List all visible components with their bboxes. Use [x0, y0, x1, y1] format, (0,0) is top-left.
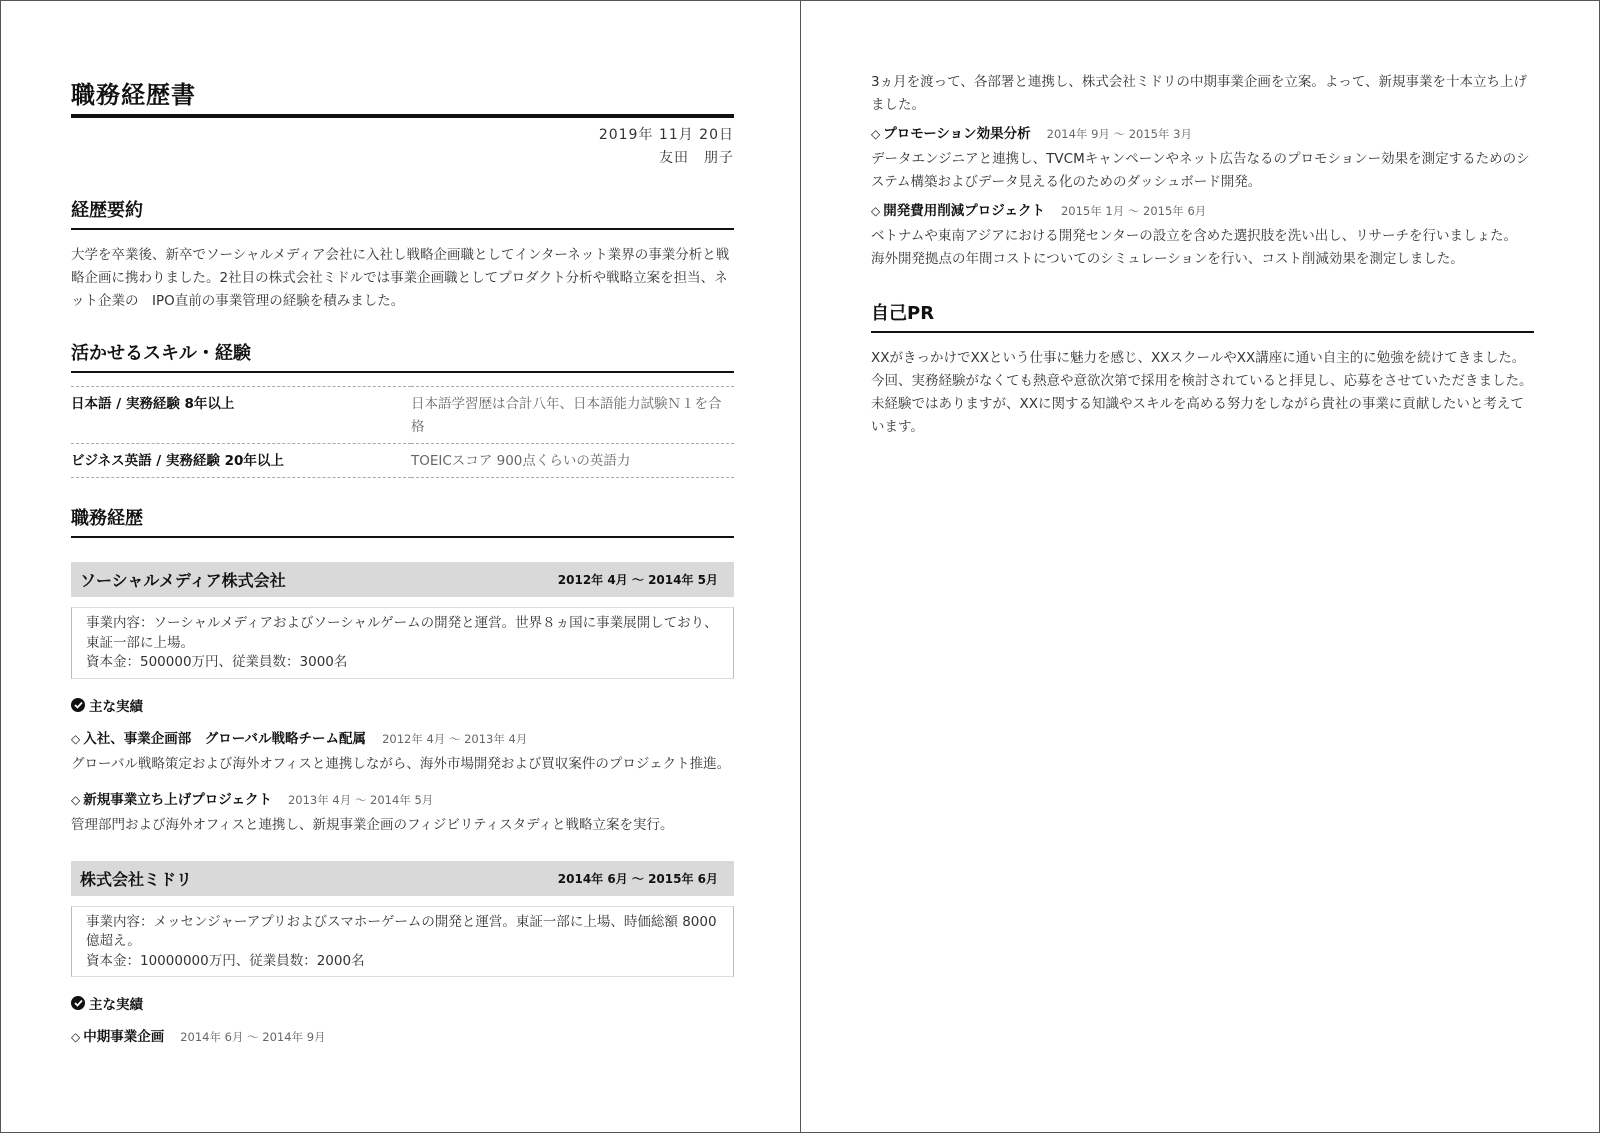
company-business: 事業内容：メッセンジャーアプリおよびスマホーゲームの開発と運営。東証一部に上場、時価総額 8000 億超え。 [86, 913, 717, 949]
document-meta [71, 124, 734, 170]
company-name: 株式会社ミドリ [80, 869, 193, 889]
summary-text: 大学を卒業後、新卒でソーシャルメディア会社に入社し戦略企画職としてインターネット業界の事業分析と戦略企画に携わりました。2社目の株式会社ミドルでは事業企画職としてプロダクト分析や戦略立案を担当、ネット企業の IPO直前の事業管理の経験を積みました。 [71, 247, 730, 309]
table-row [71, 387, 734, 444]
project-header [871, 122, 1534, 142]
pr-heading: 自己PR [871, 299, 1534, 333]
skills-table [71, 386, 734, 478]
author-name: 友田 朋子 [659, 150, 734, 166]
company-name: ソーシャルメディア株式会社 [80, 571, 286, 590]
project-period: 2012年 4月 〜 2013年 4月 [382, 731, 528, 746]
skill-key: 日本語 / 実務経験 8年以上 [71, 387, 411, 444]
document-date: 2019年 11月 20日 [598, 127, 734, 143]
project-description-line: 海外開発拠点の年間コストについてのシミュレーションを行い、コスト削減効果を測定しました。 [871, 251, 1464, 267]
achievements-label: 主な実績 [89, 997, 143, 1013]
company-description [71, 607, 734, 679]
project-description: 管理部門および海外オフィスと連携し、新規事業企画のフィジビリティスタディと戦略立案を実行。 [71, 816, 674, 833]
company-capital: 資本金：500000万円、従業員数：3000名 [86, 654, 348, 670]
company-description [71, 906, 734, 978]
diamond-outline-icon: ◇ [71, 792, 81, 807]
project-header [71, 1025, 734, 1045]
career-heading: 職務経歴 [71, 504, 734, 538]
skill-value: TOEICスコア 900点くらいの英語力 [411, 444, 734, 478]
achievements-heading [71, 993, 734, 1013]
diamond-outline-icon: ◇ [71, 731, 81, 746]
check-circle-icon [71, 698, 85, 712]
check-circle-icon [71, 996, 85, 1010]
project-header [71, 788, 734, 808]
project-period: 2015年 1月 〜 2015年 6月 [1060, 204, 1207, 218]
project-period: 2014年 6月 〜 2014年 9月 [180, 1030, 326, 1044]
company-header [71, 861, 734, 896]
skill-key: ビジネス英語 / 実務経験 20年以上 [71, 444, 411, 478]
company-capital: 資本金：10000000万円、従業員数：2000名 [86, 952, 365, 969]
project-header [71, 727, 734, 747]
diamond-outline-icon: ◇ [871, 204, 881, 218]
company-header [71, 562, 734, 597]
project-name: プロモーション効果分析 [883, 126, 1031, 142]
diamond-outline-icon: ◇ [871, 127, 881, 141]
page-right [800, 0, 1600, 1133]
project-name: 新規事業立ち上げプロジェクト [83, 791, 272, 808]
project-description: データエンジニアと連携し、TVCMキャンペーンやネット広告なるのプロモションー効果を測定するためのシステム構築およびデータ見える化のためのダッシュボード開発。 [871, 151, 1530, 190]
table-row [71, 444, 734, 478]
company-period: 2012年 4月 〜 2014年 5月 [557, 573, 718, 587]
project-period: 2013年 4月 〜 2014年 5月 [287, 792, 434, 807]
company-period: 2014年 6月 〜 2015年 6月 [557, 871, 718, 886]
diamond-outline-icon: ◇ [71, 1030, 81, 1044]
project-name: 開発費用削減プロジェクト [883, 203, 1045, 219]
pr-text: XXがきっかけでXXという仕事に魅力を感じ、XXスクールやXX講座に通い自主的に勉強を続けてきました。今回、実務経験がなくても熱意や意欲次第で採用を検討されていると拝見し、応募をさせていただきました。未経験ではありますが、XXに関する知識やスキルを高める努力をしながら貴社の事業に貢献したいと考えています。 [871, 350, 1533, 435]
project-description-line: ベトナムや東南アジアにおける開発センターの設立を含めた選択肢を洗い出し、リサーチを行いましょた。 [871, 228, 1517, 244]
skill-value: 日本語学習歴は合計八年、日本語能力試験Ｎ１を合格 [411, 387, 734, 444]
achievements-heading [71, 695, 734, 715]
project-period: 2014年 9月 〜 2015年 3月 [1046, 127, 1192, 141]
project-description [871, 225, 1534, 271]
company-business: 事業内容：ソーシャルメディアおよびソーシャルゲームの開発と運営。世界８ヵ国に事業展開しており、東証一部に上場。 [86, 615, 718, 651]
project-name: 中期事業企画 [83, 1029, 165, 1045]
project-header [871, 199, 1534, 219]
summary-heading: 経歴要約 [71, 196, 734, 230]
project-description: グローバル戦略策定および海外オフィスと連携しながら、海外市場開発および買収案件のプロジェクト推進。 [71, 755, 731, 772]
project-description: 3ヵ月を渡って、各部署と連携し、株式会社ミドリの中期事業企画を立案。よって、新規事業を十本立ち上げました。 [871, 74, 1528, 113]
achievements-label: 主な実績 [89, 698, 143, 715]
project-name: 入社、事業企画部 グローバル戦略チーム配属 [83, 730, 367, 747]
skills-heading: 活かせるスキル・経験 [71, 339, 734, 373]
document-title: 職務経歴書 [71, 75, 734, 118]
